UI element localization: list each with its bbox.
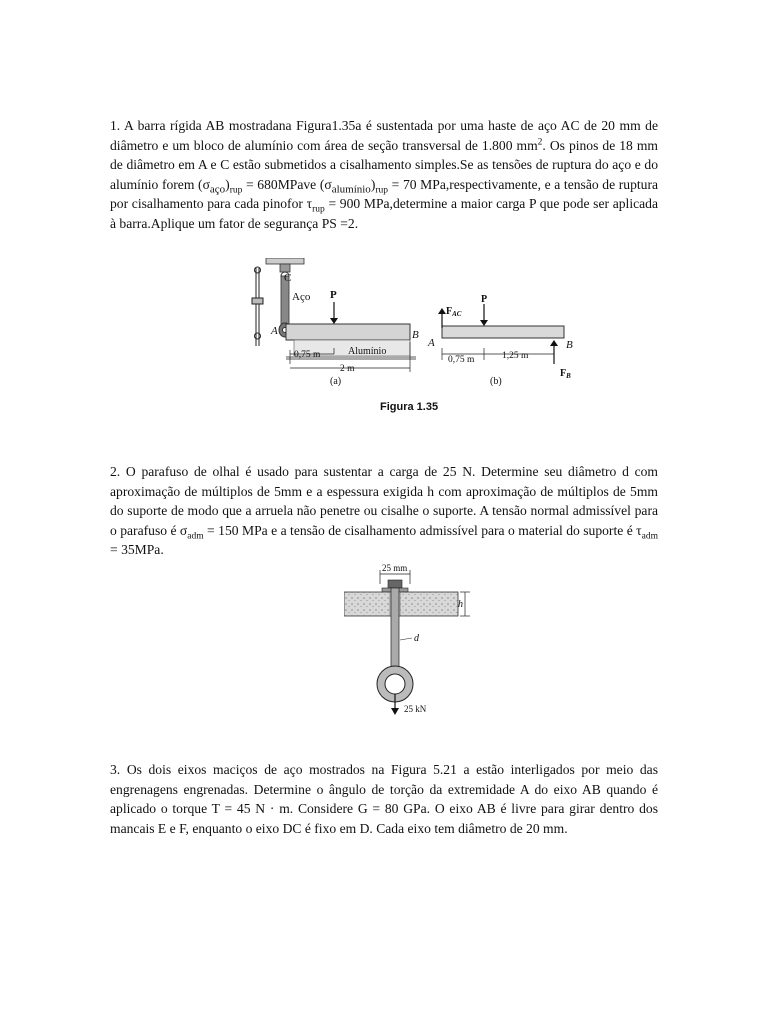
problem-1-number: 1.	[110, 118, 121, 133]
problem-1-text-e: = 900 MPa,determine a maior carga P que pode ser aplicada à barra.Aplique um fator de segurança PS =2.	[110, 196, 658, 231]
adm-subscript: adm	[187, 531, 204, 542]
label-fb: $F_B$	[560, 368, 571, 380]
label-p: P	[330, 289, 337, 301]
label-fac: $F_{AC}$	[446, 306, 462, 318]
eye-bolt-figure	[344, 560, 480, 718]
figure-1-35	[236, 258, 576, 418]
problem-2-text-a: O parafuso de olhal é usado para sustentar a carga de 25 N. Determine seu diâmetro d com aproximação de múltiplos de 5mm e a espessura exigida h com aproximação de múltiplos de 5mm do suporte de modo que a arruela não penetre ou cisalhe o suporte. A tensão normal admissível para o parafuso é σ	[110, 464, 658, 538]
label-aco: Aço	[292, 291, 311, 303]
problem-3-number: 3.	[110, 762, 121, 777]
paren: )	[370, 176, 376, 192]
label-b-part: (b)	[490, 376, 502, 387]
label-a: A	[271, 325, 278, 337]
rup-subscript: rup	[312, 205, 325, 216]
paren: )	[225, 176, 230, 192]
label-b: B	[412, 329, 419, 341]
problem-1-text-c: = 680MPave (σ	[242, 176, 332, 192]
label-25kn: 25 kN	[404, 704, 427, 714]
load-p-arrow	[330, 302, 338, 324]
dimension-d	[400, 638, 412, 640]
dim-0-75m: 0,75 m	[294, 350, 321, 360]
problem-3-body: Os dois eixos maciços de aço mostrados na Figura 5.21 a estão interligados por meio das engrenagens engrenadas. Determine o ângulo de torção da extremidade A do eixo AB quando é aplicado o torque T = 45 N · m. Considere G = 80 GPa. O eixo AB é livre para girar dentro dos mancais E e F, enquanto o eixo DC é fixo em D. Cada eixo tem diâmetro de 20 mm.	[110, 762, 659, 836]
aluminum-subscript: alumínio	[331, 183, 371, 196]
dim-0-75m-fbd: 0,75 m	[448, 355, 475, 365]
label-p-fbd: P	[481, 294, 488, 305]
dim-2m: 2 m	[340, 364, 355, 374]
steel-subscript: aço	[209, 183, 226, 196]
problem-1-intro: A barra rígida AB mostradana Figura1.35a é sustentada por uma haste de aço AC de 20 mm de diâmetro e um bloco de alumínio com área de seção transversal de 1.800 mm	[110, 118, 658, 153]
rod-sketch	[252, 267, 263, 346]
label-b-fbd: B	[566, 339, 573, 351]
label-a-fbd: A	[428, 337, 435, 349]
problem-2-text-c: = 35MPa.	[110, 542, 164, 558]
label-h: h	[458, 599, 463, 610]
figure-caption: Figura 1.35	[380, 401, 439, 413]
problem-2-number: 2.	[110, 464, 121, 479]
label-c: C	[284, 272, 292, 284]
rup-subscript: rup	[375, 185, 389, 196]
dim-1-25m: 1,25 m	[502, 351, 529, 361]
bolt-shank	[391, 588, 399, 670]
problem-1-text-d: = 70 MPa,respectivamente, e a tensão de ruptura por cisalhamento para cada pinofor τ	[110, 176, 658, 212]
problem-1-text-b: . Os pinos de 18 mm de diâmetro em A e C estão submetidos a cisalhamento simples.Se as tensões de ruptura do aço e do alumínio forem (σ	[110, 137, 658, 192]
problem-2-text	[110, 462, 658, 560]
area-exponent: 2	[537, 137, 543, 148]
rigid-bar-ab	[286, 324, 410, 340]
problem-1-text	[110, 116, 658, 234]
fbd-bar	[442, 326, 564, 338]
nut	[388, 580, 402, 588]
problem-2-text-b: = 150 MPa e a tensão de cisalhamento admissível para o material do suporte é τ	[203, 522, 642, 538]
label-a-part: (a)	[330, 376, 342, 387]
label-d: d	[414, 633, 419, 644]
label-25mm: 25 mm	[382, 563, 408, 573]
support-plate	[344, 592, 458, 616]
label-aluminio: Alumínio	[348, 346, 387, 357]
bolt-eye-hole	[385, 674, 405, 694]
problem-3-text	[110, 760, 658, 838]
rup-subscript: rup	[229, 185, 243, 196]
adm-subscript: adm	[641, 531, 658, 542]
